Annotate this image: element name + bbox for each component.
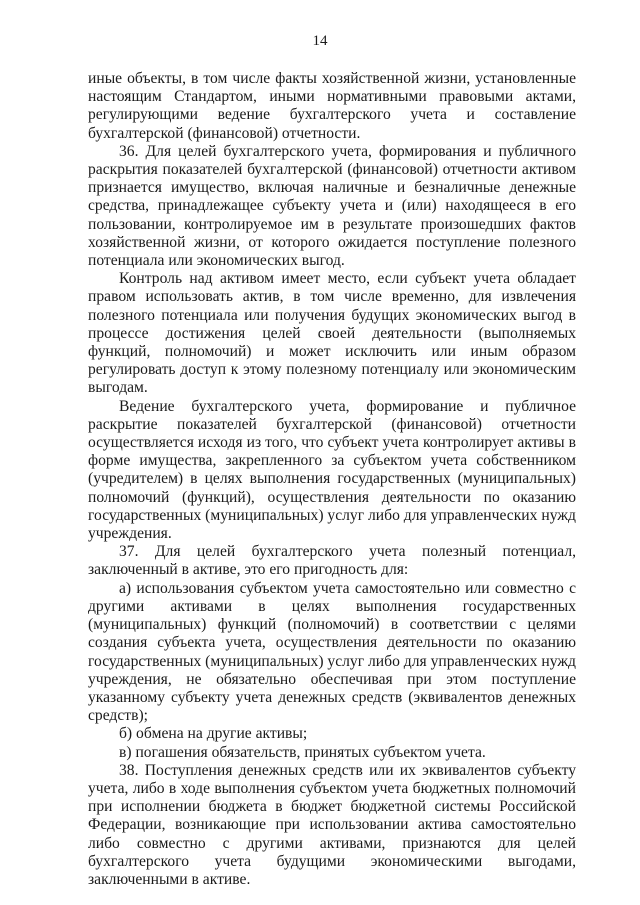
list-item-a: а) использования субъектом учета самостоятельно или совместно с другими активами в целях выполнения государственных (муниципальных) функций (полномочий) в соответствии с целями создания субъекта учета, осуществления деятельности по оказанию государственных (муниципальных) услуг либо для управленческих нужд учреждения, не обязательно обеспечивая при этом поступление указанному субъекту учета денежных средств (эквивалентов денежных средств); xyxy=(88,579,576,725)
list-item-v: в) погашения обязательств, принятых субъектом учета. xyxy=(119,743,486,761)
paragraph-continuation: иные объекты, в том числе факты хозяйственной жизни, установленные настоящим Стандартом, иными нормативными правовыми актами, регулирующими ведение бухгалтерского учета и составление бухгалтерской (финансовой) отчетности. xyxy=(88,70,576,142)
list-item-b: б) обмена на другие активы; xyxy=(119,725,308,743)
paragraph-accounting: Ведение бухгалтерского учета, формирование и публичное раскрытие показателей бухгалтерской (финансовой) отчетности осуществляется исходя из того, что субъект учета контролирует активы в форме имущества, закрепленного за субъектом учета собственником (учредителем) в целях выполнения государственных (муниципальных) полномочий (функций), осуществления деятельности по оказанию государственных (муниципальных) услуг либо для управленческих нужд учреждения. xyxy=(88,397,576,543)
document-body xyxy=(88,70,576,889)
paragraph-36: 36. Для целей бухгалтерского учета, формирования и публичного раскрытия показателей бухгалтерской (финансовой) отчетности активом признается имущество, включая наличные и безналичные денежные средства, принадлежащее субъекту учета и (или) находящееся в его пользовании, контролируемое им в результате произошедших фактов хозяйственной жизни, от которого ожидается поступление полезного потенциала или экономических выгод. xyxy=(88,142,576,270)
page-number: 14 xyxy=(312,33,328,49)
paragraph-38: 38. Поступления денежных средств или их эквивалентов субъекту учета, либо в ходе выполнения субъектом учета бюджетных полномочий при исполнении бюджета в бюджет бюджетной системы Российской Федерации, возникающие при использовании актива самостоятельно либо совместно с другими активами, признаются для целей бухгалтерского учета будущими экономическими выгодами, заключенными в активе. xyxy=(88,761,576,888)
paragraph-control: Контроль над активом имеет место, если субъект учета обладает правом использовать актив, в том числе временно, для извлечения полезного потенциала или получения будущих экономических выгод в процессе достижения целей своей деятельности (выполняемых функций, полномочий) и может исключить или иным образом регулировать доступ к этому полезному потенциалу или экономическим выгодам. xyxy=(88,270,576,397)
paragraph-37: 37. Для целей бухгалтерского учета полезный потенциал, заключенный в активе, это его пригодность для: xyxy=(88,543,576,579)
